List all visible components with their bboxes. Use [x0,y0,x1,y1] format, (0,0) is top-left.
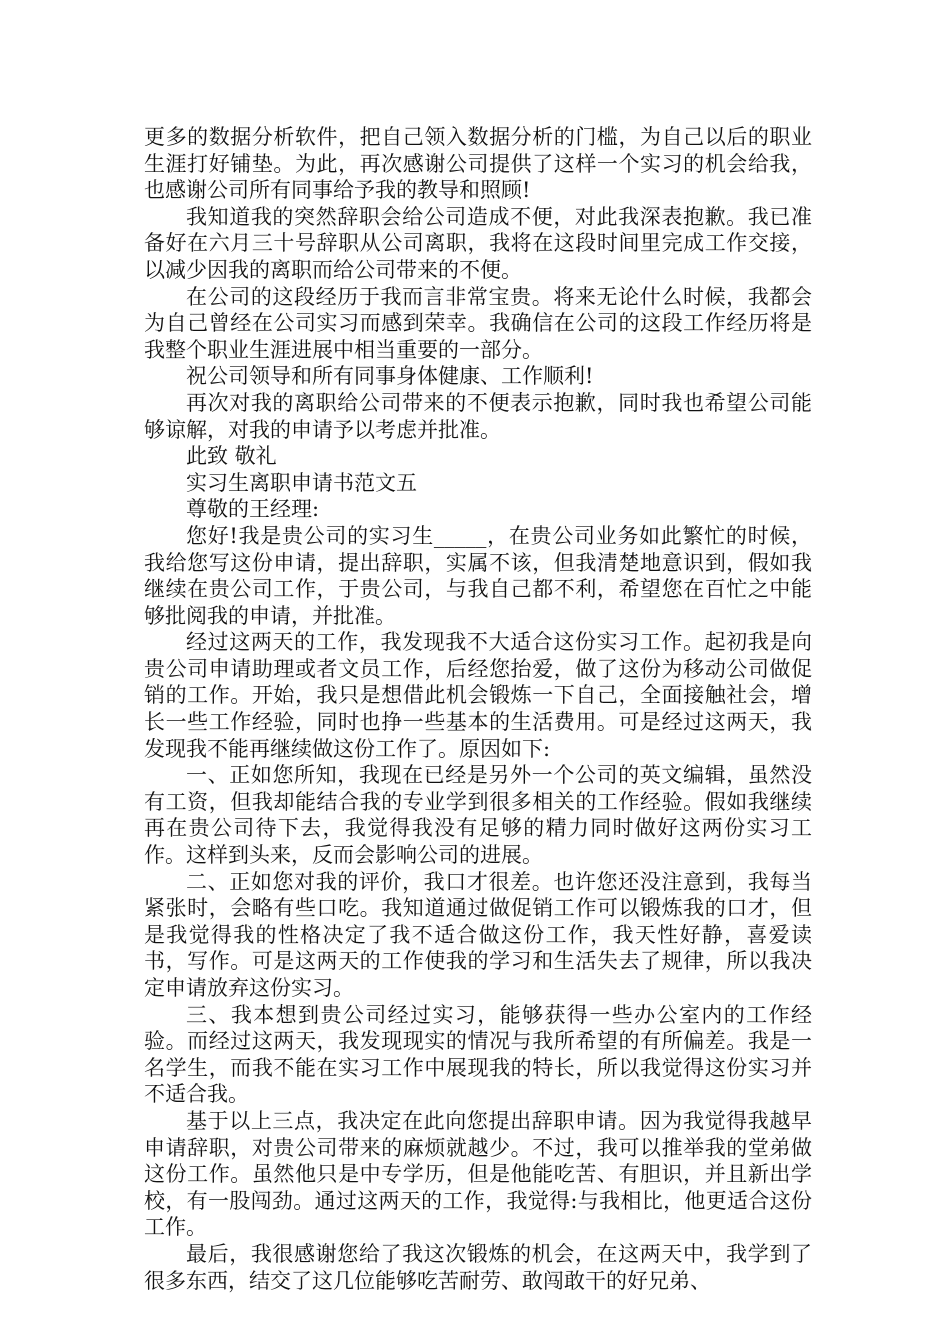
paragraph: 我知道我的突然辞职会给公司造成不便，对此我深表抱歉。我已准备好在六月三十号辞职从公司离职，我将在这段时间里完成工作交接，以减少因我的离职而给公司带来的不便。 [144,204,812,282]
paragraph: 更多的数据分析软件，把自己领入数据分析的门槛，为自己以后的职业生涯打好铺垫。为此，再次感谢公司提供了这样一个实习的机会给我，也感谢公司所有同事给予我的教导和照顾! [144,125,812,203]
paragraph: 祝公司领导和所有同事身体健康、工作顺利! [186,364,594,389]
document-body [144,124,812,1294]
section-title: 实习生离职申请书范文五 [186,470,417,495]
paragraph: 再次对我的离职给公司带来的不便表示抱歉，同时我也希望公司能够谅解，对我的申请予以考虑并批准。 [144,390,812,442]
paragraph: 一、正如您所知，我现在已经是另外一个公司的英文编辑，虽然没有工资，但我却能结合我的专业学到很多相关的工作经验。假如我继续再在贵公司待下去，我觉得我没有足够的精力同时做好这两份实习工作。这样到头来，反而会影响公司的进展。 [144,763,812,868]
paragraph: 二、正如您对我的评价，我口才很差。也许您还没注意到，我每当紧张时，会略有些口吃。我知道通过做促销工作可以锻炼我的口才，但是我觉得我的性格决定了我不适合做这份工作，我天性好静，喜爱读书，写作。可是这两天的工作使我的学习和生活失去了规律，所以我决定申请放弃这份实习。 [144,869,812,1000]
paragraph: 基于以上三点，我决定在此向您提出辞职申请。因为我觉得我越早申请辞职，对贵公司带来的麻烦就越少。不过，我可以推举我的堂弟做这份工作。虽然他只是中专学历，但是他能吃苦、有胆识，并且新出学校，有一股闯劲。通过这两天的工作，我觉得:与我相比，他更适合这份工作。 [144,1108,812,1240]
paragraph: 三、我本想到贵公司经过实习，能够获得一些办公室内的工作经验。而经过这两天，我发现现实的情况与我所希望的有所偏差。我是一名学生，而我不能在实习工作中展现我的特长，所以我觉得这份实习并不适合我。 [144,1002,812,1107]
greeting: 尊敬的王经理: [186,497,320,522]
paragraph: 经过这两天的工作，我发现我不大适合这份实习工作。起初我是向贵公司申请助理或者文员工作，后经您抬爱，做了这份为移动公司做促销的工作。开始，我只是想借此机会锻炼一下自己，全面接触社会，增长一些工作经验，同时也挣一些基本的生活费用。可是经过这两天，我发现我不能再继续做这份工作了。原因如下: [144,630,812,761]
closing-salutation: 此致 敬礼 [186,444,277,469]
paragraph: 您好!我是贵公司的实习生_____，在贵公司业务如此繁忙的时候，我给您写这份申请，提出辞职，实属不该，但我清楚地意识到，假如我继续在贵公司工作，于贵公司，与我自己都不利，希望您在百忙之中能够批阅我的申请，并批准。 [144,523,812,628]
paragraph: 在公司的这段经历于我而言非常宝贵。将来无论什么时候，我都会为自己曾经在公司实习而感到荣幸。我确信在公司的这段工作经历将是我整个职业生涯进展中相当重要的一部分。 [144,284,812,362]
paragraph: 最后，我很感谢您给了我这次锻炼的机会，在这两天中，我学到了很多东西，结交了这几位能够吃苦耐劳、敢闯敢干的好兄弟、 [144,1241,812,1293]
